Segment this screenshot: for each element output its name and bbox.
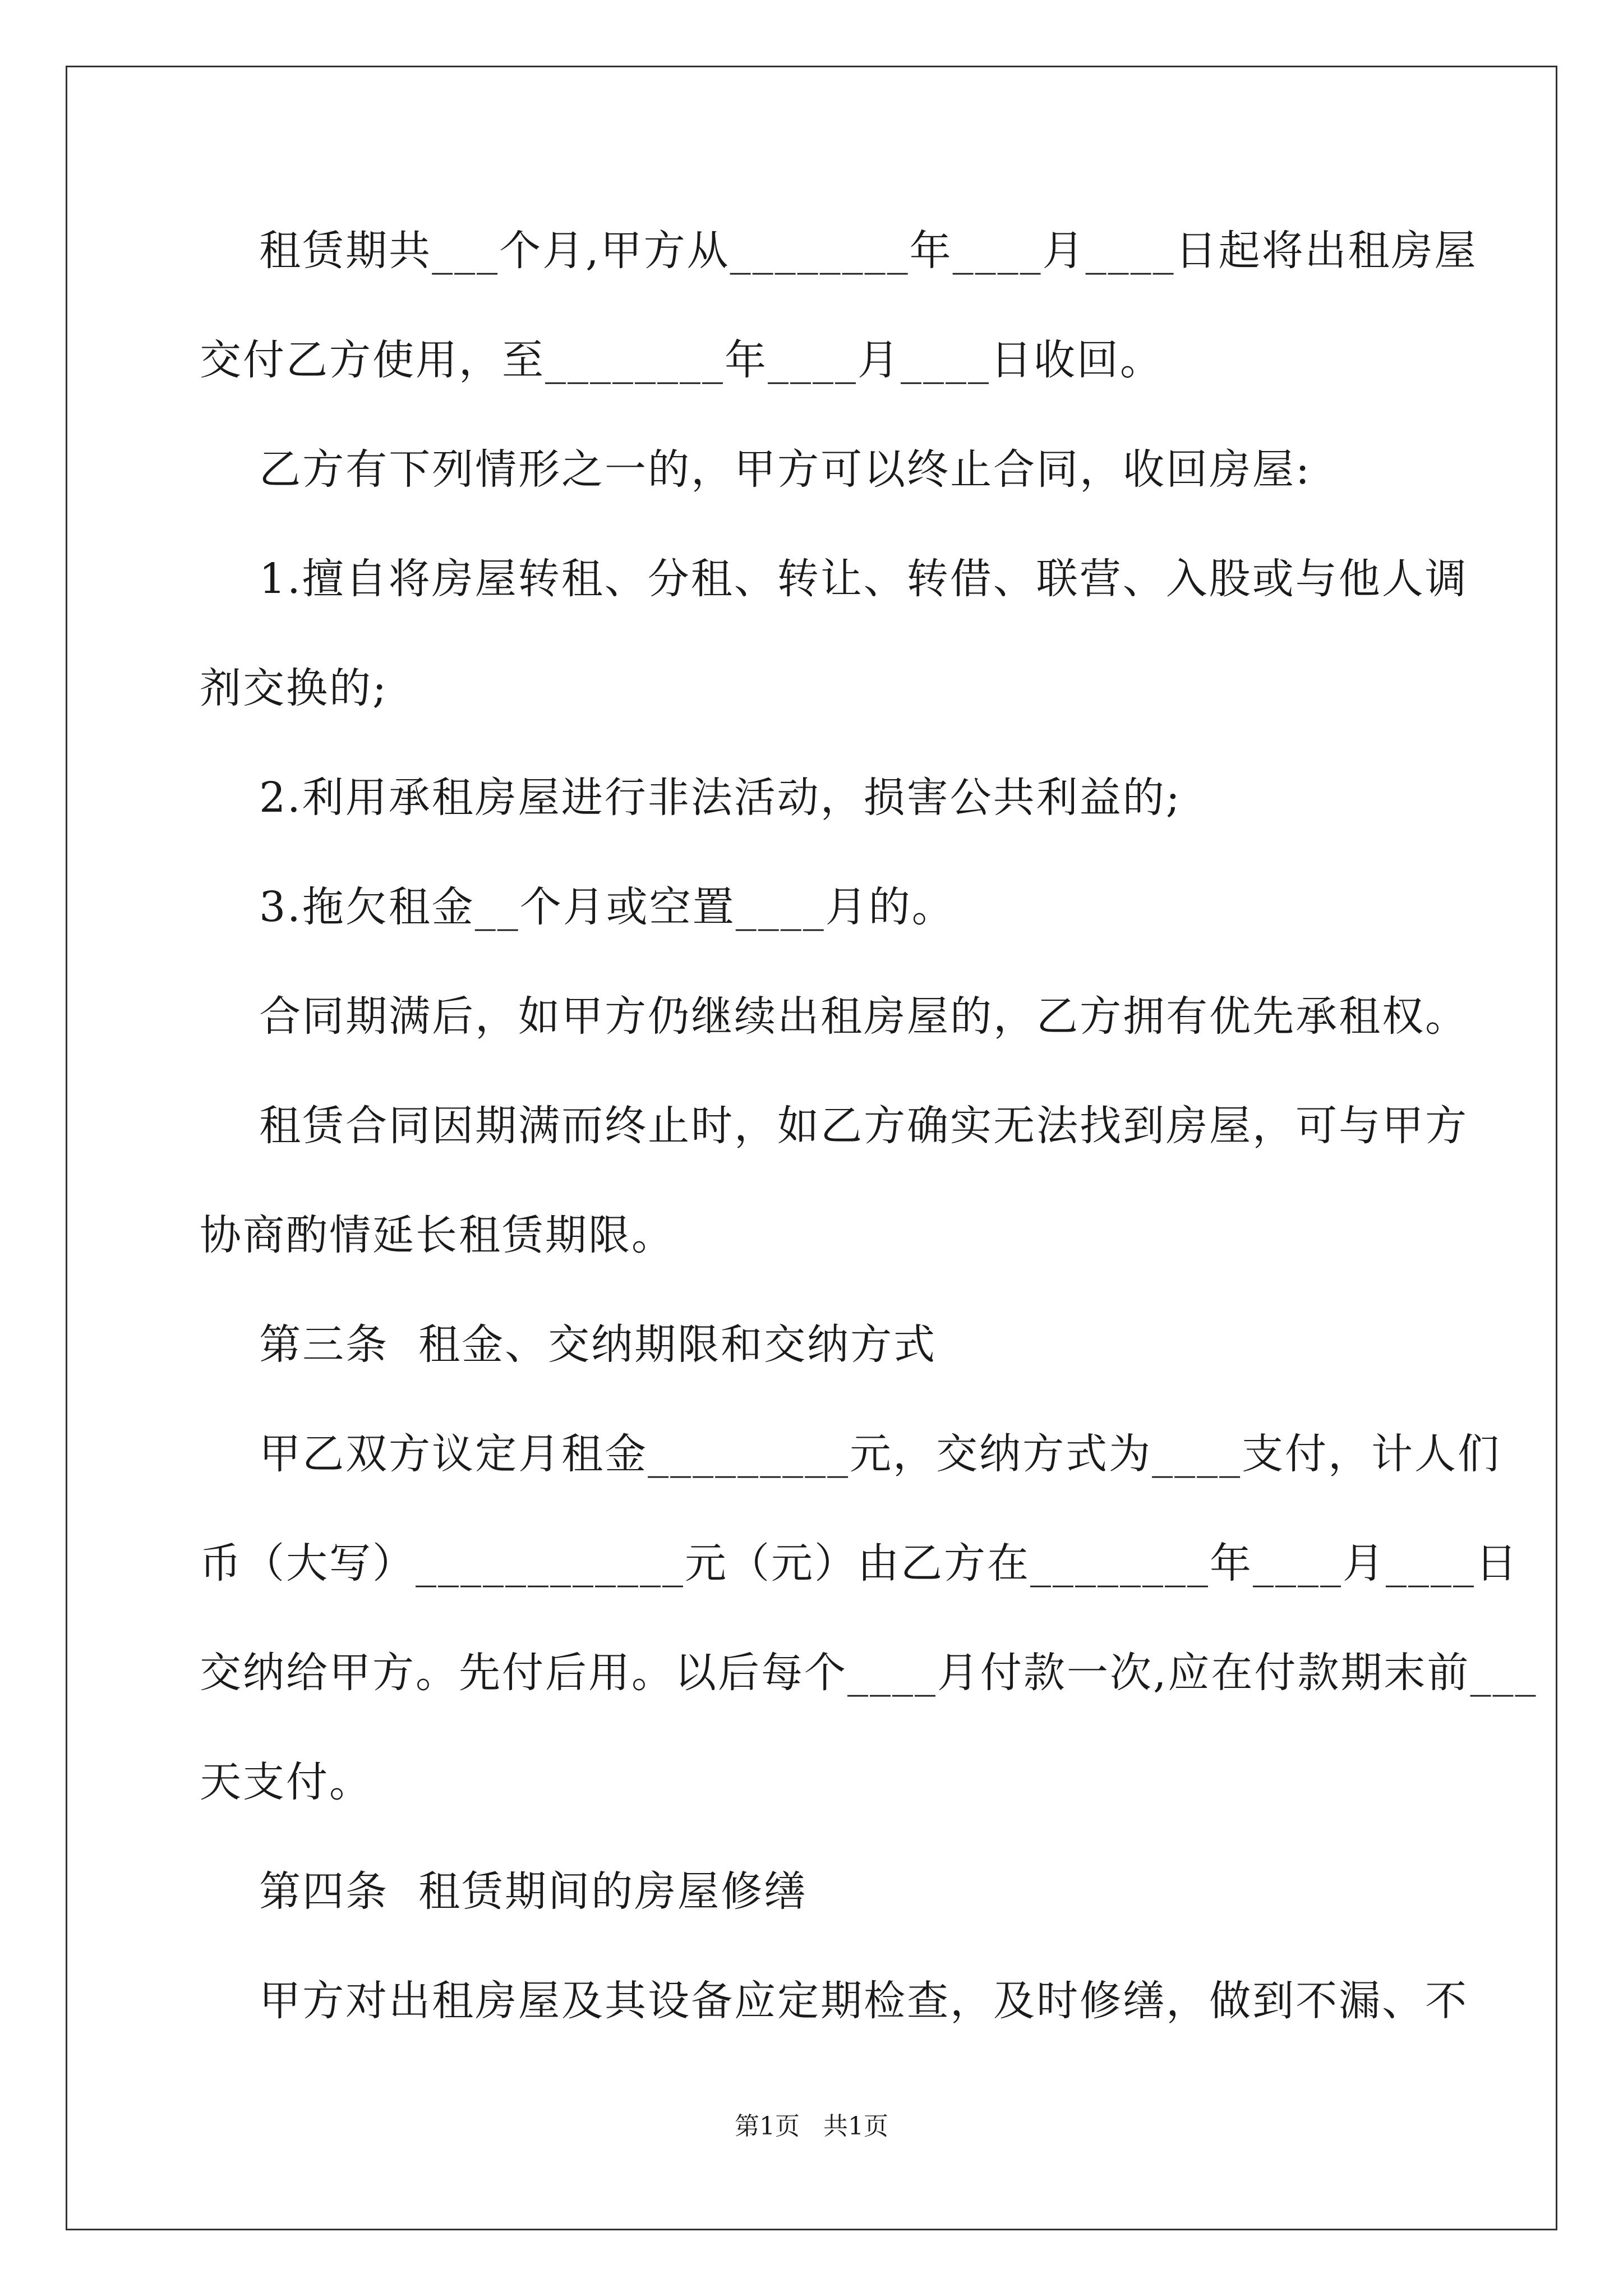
text-line: 交纳给甲方。先付后用。以后每个____月付款一次,应在付款期末前___ (200, 1649, 1538, 1697)
text-line: 剂交换的; (200, 664, 388, 712)
text-line: 1.擅自将房屋转租、分租、转让、转借、联营、入股或与他人调 (200, 555, 1468, 603)
text-line: 租赁期共___个月,甲方从________年____月____日起将出租房屋 (200, 227, 1478, 275)
text-line: 3.拖欠租金__个月或空置____月的。 (200, 883, 955, 931)
section-heading: 第四条 租赁期间的房屋修缮 (200, 1867, 808, 1916)
page-footer: 第1页 共1页 (735, 2112, 888, 2141)
text-line: 租赁合同因期满而终止时，如乙方确实无法找到房屋，可与甲方 (200, 1102, 1469, 1150)
text-line: 合同期满后，如甲方仍继续出租房屋的，乙方拥有优先承租权。 (200, 992, 1469, 1041)
text-line: 协商酌情延长租赁期限。 (200, 1211, 675, 1259)
text-line: 交付乙方使用，至________年____月____日收回。 (200, 336, 1163, 384)
text-line: 天支付。 (200, 1758, 372, 1806)
text-line: 甲乙双方议定月租金_________元，交纳方式为____支付，计人们 (200, 1430, 1501, 1478)
section-heading: 第三条 租金、交纳期限和交纳方式 (200, 1320, 937, 1369)
text-line: 乙方有下列情形之一的，甲方可以终止合同，收回房屋: (200, 445, 1312, 494)
text-line: 币（大写）____________元（元）由乙方在________年____月____日 (200, 1539, 1519, 1588)
text-line: 甲方对出租房屋及其设备应定期检查，及时修缮，做到不漏、不 (200, 1977, 1469, 2025)
text-line: 2.利用承租房屋进行非法活动，损害公共利益的; (200, 774, 1182, 822)
